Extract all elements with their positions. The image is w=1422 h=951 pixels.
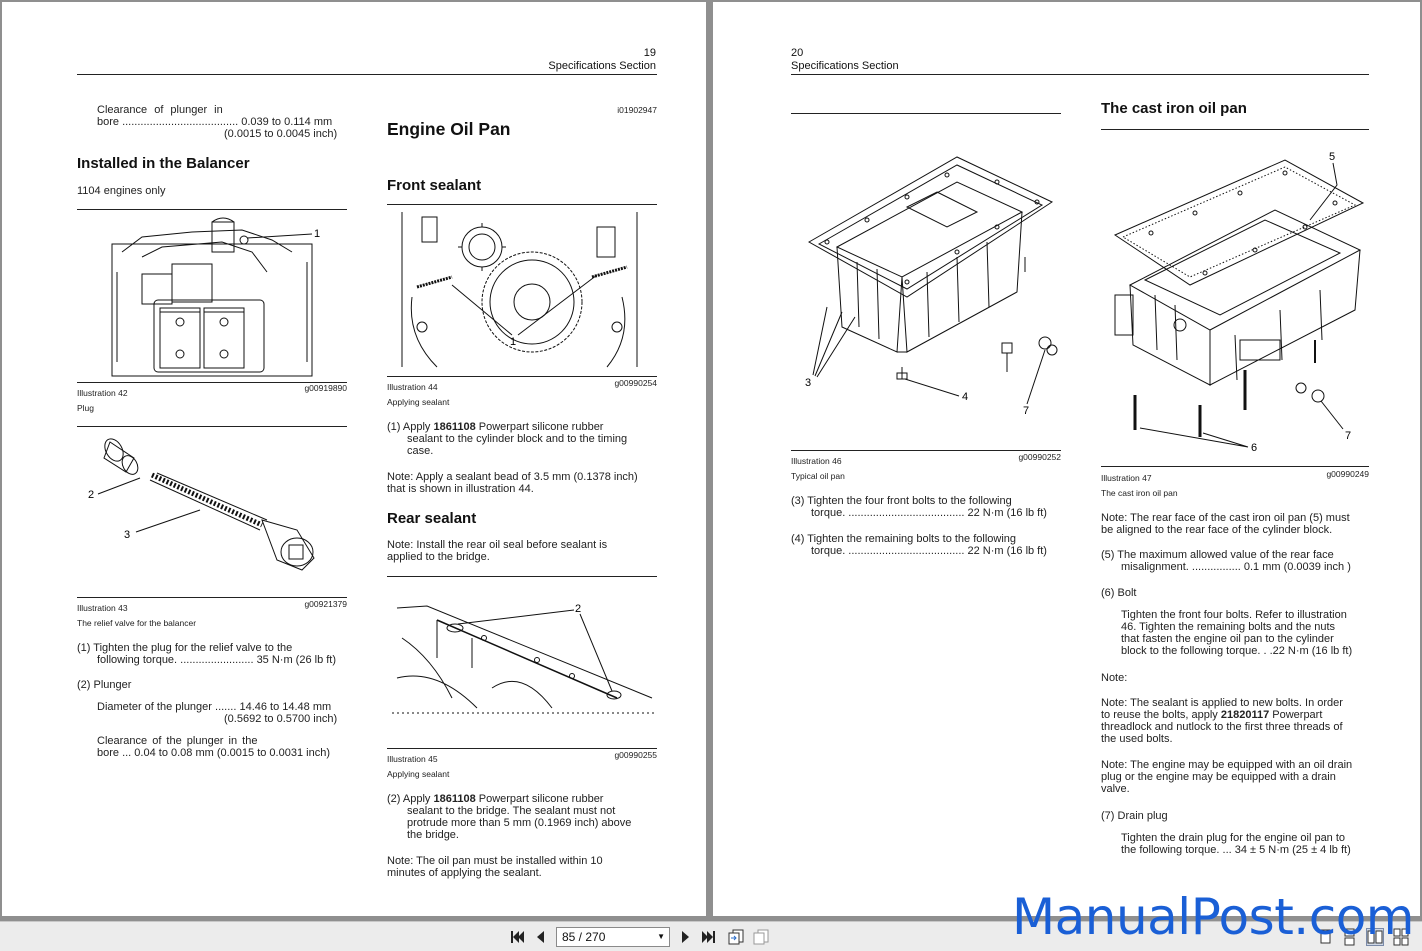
step-text: following torque. ........................ 35 N·m (26 lb ft) [97,654,337,666]
watermark: ManualPost.com [1012,888,1414,946]
callout-7: 7 [1345,430,1352,442]
note-text: Note: [1101,672,1128,684]
illustration-label: Illustration 44 [387,382,438,392]
step-text: the bridge. [407,829,459,841]
rule [77,209,347,210]
rule [791,113,1061,114]
graphic-id: g00990249 [1326,469,1369,479]
illustration-label: Illustration 45 [387,754,438,764]
illustration-44 [392,207,652,377]
graphic-id: g00990255 [614,750,657,760]
section-title: Specifications Section [791,60,899,72]
section-heading: Installed in the Balancer [77,155,250,172]
first-page-icon[interactable] [508,928,526,946]
ref-id: i01902947 [617,105,657,115]
step-text: (3) Tighten the four front bolts to the following [791,495,1012,507]
next-page-icon[interactable] [676,928,694,946]
page-number: 19 [643,47,656,59]
rule [77,426,347,427]
callout-1: 1 [314,228,321,240]
forward-view-icon[interactable] [752,928,770,946]
last-page-icon[interactable] [700,928,718,946]
graphic-id: g00990252 [1018,452,1061,462]
step-text: (7) Drain plug [1101,810,1168,822]
header-rule [791,74,1369,75]
rule [387,576,657,577]
note-text: 1104 engines only [77,185,166,197]
callout-2: 2 [88,489,95,501]
spec-text: Clearance of the plunger in the [97,735,258,747]
step-text: torque. ...................................... 22 N·m (16 lb ft) [811,507,1047,519]
callout-6: 6 [1251,442,1258,454]
illustration-45 [392,598,654,718]
illustration-caption: Plug [77,403,95,413]
illustration-label: Illustration 46 [791,456,842,466]
note-text: Note: Apply a sealant bead of 3.5 mm (0.1378 inch) [387,471,638,483]
prev-page-icon[interactable] [532,928,550,946]
note-text: valve. [1101,783,1130,795]
callout-5: 5 [1329,151,1336,163]
step-text: (1) Apply 1861108 Powerpart silicone rubber [387,421,604,433]
note-text: minutes of applying the sealant. [387,867,542,879]
illustration-42 [82,212,342,382]
step-text: (1) Tighten the plug for the relief valve to the [77,642,293,654]
note-text: to reuse the bolts, apply 21820117 Powerpart [1101,709,1323,721]
rule [1101,466,1369,467]
rule [77,597,347,598]
step-text: (4) Tighten the remaining bolts to the following [791,533,1017,545]
illustration-label: Illustration 47 [1101,473,1152,483]
graphic-id: g00990254 [614,378,657,388]
step-text: sealant to the cylinder block and to the timing [407,433,628,445]
step-text: (5) The maximum allowed value of the rear face [1101,549,1334,561]
section-heading: The cast iron oil pan [1101,100,1247,117]
step-text: block to the following torque. . .22 N·m (16 lb ft) [1121,645,1353,657]
callout-2: 2 [575,603,582,615]
illustration-47 [1105,145,1369,457]
note-text: applied to the bridge. [387,551,490,563]
illustration-caption: Typical oil pan [791,471,845,481]
step-text: protrude more than 5 mm (0.1969 inch) above [407,817,632,829]
section-heading: Rear sealant [387,510,477,527]
page-20 [713,2,1420,916]
step-text: the following torque. ... 34 ± 5 N·m (25 ± 4 lb ft) [1121,844,1351,856]
step-text: (2) Apply 1861108 Powerpart silicone rubber [387,793,604,805]
spec-text: (0.5692 to 0.5700 inch) [224,713,338,725]
rule [791,450,1061,451]
rule [1101,129,1369,130]
note-text: the used bolts. [1101,733,1173,745]
spec-text: (0.0015 to 0.0045 inch) [224,128,338,140]
step-text: torque. ...................................... 22 N·m (16 lb ft) [811,545,1047,557]
step-text: misalignment. ................ 0.1 mm (0.0039 inch ) [1121,561,1351,573]
note-text: plug or the engine may be equipped with a drain [1101,771,1336,783]
illustration-caption: Applying sealant [387,397,450,407]
graphic-id: g00921379 [304,599,347,609]
step-text: (2) Plunger [77,679,132,691]
note-text: Note: The oil pan must be installed within 10 [387,855,603,867]
page-indicator: 85 / 270 [562,930,606,944]
page-title: Engine Oil Pan [387,119,511,139]
callout-1: 1 [510,336,517,348]
step-text: sealant to the bridge. The sealant must not [407,805,616,817]
rule [387,748,657,749]
step-text: (6) Bolt [1101,587,1137,599]
callout-7: 7 [1023,405,1030,417]
page-number: 20 [791,47,804,59]
step-text: that fasten the engine oil pan to the cylinder [1121,633,1334,645]
note-text: Note: The sealant is applied to new bolts. In order [1101,697,1343,709]
note-text: Note: The rear face of the cast iron oil pan (5) must [1101,512,1350,524]
illustration-46 [797,147,1059,422]
step-text: Tighten the drain plug for the engine oil pan to [1121,832,1346,844]
illustration-label: Illustration 42 [77,388,128,398]
rule [387,204,657,205]
back-view-icon[interactable] [727,928,745,946]
note-text: threadlock and nutlock to the first three threads of [1101,721,1343,733]
illustration-caption: The cast iron oil pan [1101,488,1178,498]
spec-text: Diameter of the plunger ....... 14.46 to 14.48 mm [97,701,332,713]
chevron-down-icon[interactable]: ▼ [657,932,665,941]
section-title: Specifications Section [548,60,656,72]
rule [387,376,657,377]
step-text: case. [407,445,434,457]
illustration-label: Illustration 43 [77,603,128,613]
step-text: 46. Tighten the remaining bolts and the nuts [1121,621,1336,633]
note-text: Note: Install the rear oil seal before sealant is [387,539,608,551]
illustration-caption: Applying sealant [387,769,450,779]
note-text: that is shown in illustration 44. [387,483,534,495]
step-text: Tighten the front four bolts. Refer to illustration [1121,609,1347,621]
note-text: Note: The engine may be equipped with an oil drain [1101,759,1353,771]
graphic-id: g00919890 [304,383,347,393]
spec-text: bore ...................................... 0.039 to 0.114 mm [97,116,333,128]
illustration-caption: The relief valve for the balancer [77,618,197,628]
spec-text: Clearance of plunger in [97,104,223,116]
spec-text: bore ... 0.04 to 0.08 mm (0.0015 to 0.0031 inch) [97,747,330,759]
section-heading: Front sealant [387,177,482,194]
header-rule [77,74,657,75]
page-19 [2,2,706,916]
callout-4: 4 [962,391,969,403]
illustration-43 [82,430,342,595]
page-number-input[interactable] [556,927,670,947]
note-text: be aligned to the rear face of the cylinder block. [1101,524,1333,536]
callout-3: 3 [124,529,131,541]
callout-3: 3 [805,377,812,389]
